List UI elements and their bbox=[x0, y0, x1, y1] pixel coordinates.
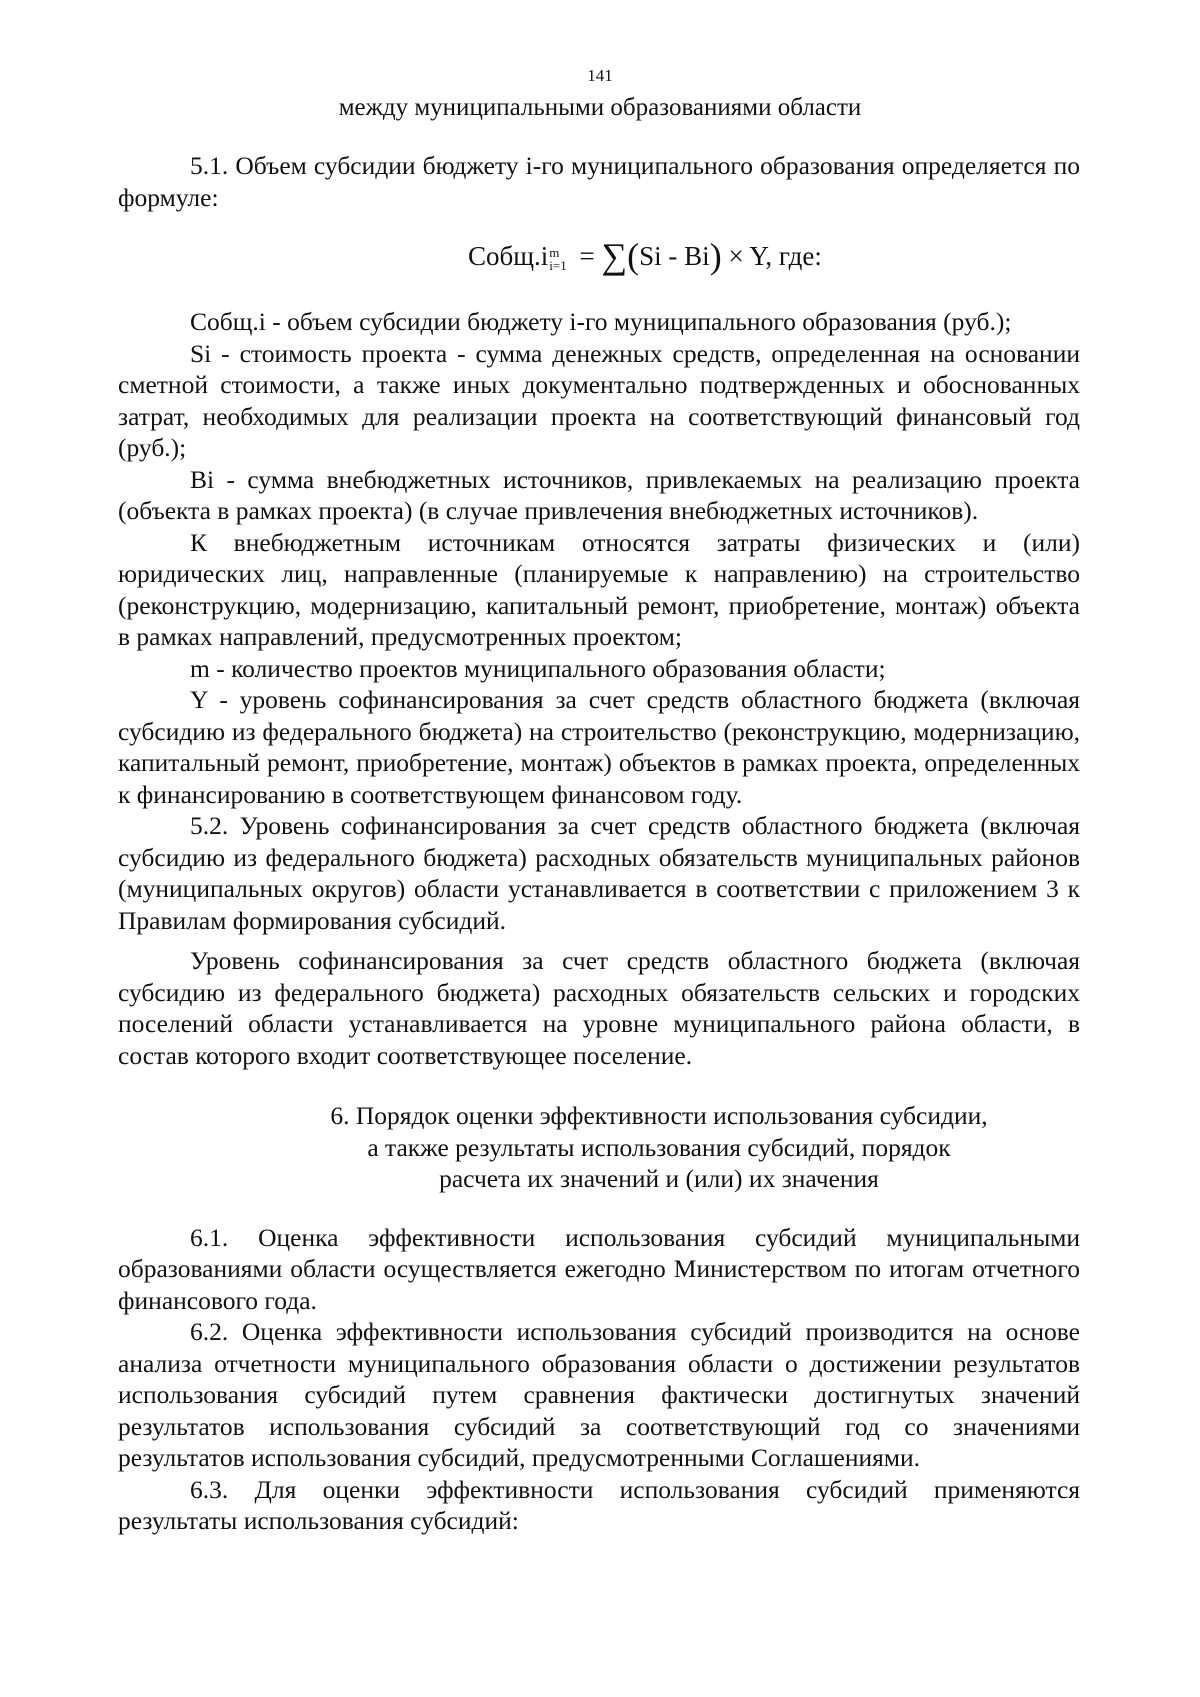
formula-open-paren: ( bbox=[627, 236, 640, 276]
running-head: между муниципальными образованиями области bbox=[338, 94, 862, 121]
paragraph-6-3: 6.3. Для оценки эффективности использования субсидий применяются результаты использования субсидий: bbox=[118, 1474, 1080, 1535]
page-number: 141 bbox=[587, 66, 613, 85]
definition-extrabudget: К внебюджетным источникам относятся затраты физических и (или) юридических лиц, направленные (планируемые к направлению) на строительство (реконструкцию, модернизацию, капитальный ремонт, приобретение, монтаж) объекта в рамках направлений, предусмотренных проектом; bbox=[118, 527, 1080, 651]
subsidy-formula bbox=[118, 236, 1080, 276]
section-6-heading-line-2: а также результаты использования субсидий, порядок bbox=[367, 1132, 951, 1162]
paragraph-5-1: 5.1. Объем субсидии бюджету i-го муниципального образования определяется по формуле: bbox=[118, 151, 1080, 212]
paragraph-6-2: 6.2. Оценка эффективности использования субсидий производится на основе анализа отчетности муниципального образования области о достижении результатов использования субсидий путем сравнения фактически достигнутых значений результатов использования субсидий за соответствующий год со значениями результатов использования субсидий, предусмотренными Соглашениями. bbox=[118, 1317, 1080, 1472]
definition-sobsh: Собщ.i - объем субсидии бюджету i-го муниципального образования (руб.); bbox=[190, 307, 1012, 336]
paragraph-5-2-settlements: Уровень софинансирования за счет средств областного бюджета (включая субсидию из федерального бюджета) расходных обязательств сельских и городских поселений области устанавливается на уровне муниципального района области, в состав которого входит соответствующее поселение. bbox=[118, 946, 1080, 1070]
paragraph-6-1: 6.1. Оценка эффективности использования субсидий муниципальными образованиями области осуществляется ежегодно Министерством по итогам отчетного финансового года. bbox=[118, 1222, 1080, 1315]
formula-close-paren: ) bbox=[709, 236, 722, 276]
definition-bi: Bi - сумма внебюджетных источников, привлекаемых на реализацию проекта (объекта в рамках проекта) (в случае привлечения внебюджетных источников). bbox=[118, 464, 1080, 525]
formula-equals: = bbox=[572, 241, 602, 271]
definition-m: m - количество проектов муниципального образования области; bbox=[190, 653, 886, 683]
formula-limits bbox=[549, 246, 566, 272]
formula-lhs: Собщ.i bbox=[468, 241, 549, 271]
formula-rest: × Y, где: bbox=[721, 241, 822, 271]
formula-sigma: ∑ bbox=[601, 236, 628, 276]
definition-si: Si - стоимость проекта - сумма денежных средств, определенная на основании сметной стоимости, а также иных документально подтвержденных и обоснованных затрат, необходимых для реализации проекта на соответствующий финансовый год (руб.); bbox=[118, 338, 1080, 462]
paragraph-5-2: 5.2. Уровень софинансирования за счет средств областного бюджета (включая субсидию из федерального бюджета) расходных обязательств муниципальных районов (муниципальных округов) области устанавливается в соответствии с приложением 3 к Правилам формирования субсидий. bbox=[118, 811, 1080, 935]
section-6-heading bbox=[118, 1100, 1080, 1195]
definition-y: Y - уровень софинансирования за счет средств областного бюджета (включая субсидию из федерального бюджета) на строительство (реконструкцию, модернизацию, капитальный ремонт, приобретение, монтаж) объектов в рамках проекта, определенных к финансированию в соответствующем финансовом году. bbox=[118, 685, 1080, 809]
section-6-heading-line-3: расчета их значений и (или) их значения bbox=[439, 1164, 879, 1193]
formula-inner: Si - Bi bbox=[639, 241, 710, 271]
formula-sup: m bbox=[549, 244, 560, 260]
section-6-heading-line-1: 6. Порядок оценки эффективности использования субсидии, bbox=[330, 1101, 988, 1130]
document-body bbox=[118, 150, 1080, 1537]
formula-sub: i=1 bbox=[549, 257, 567, 273]
